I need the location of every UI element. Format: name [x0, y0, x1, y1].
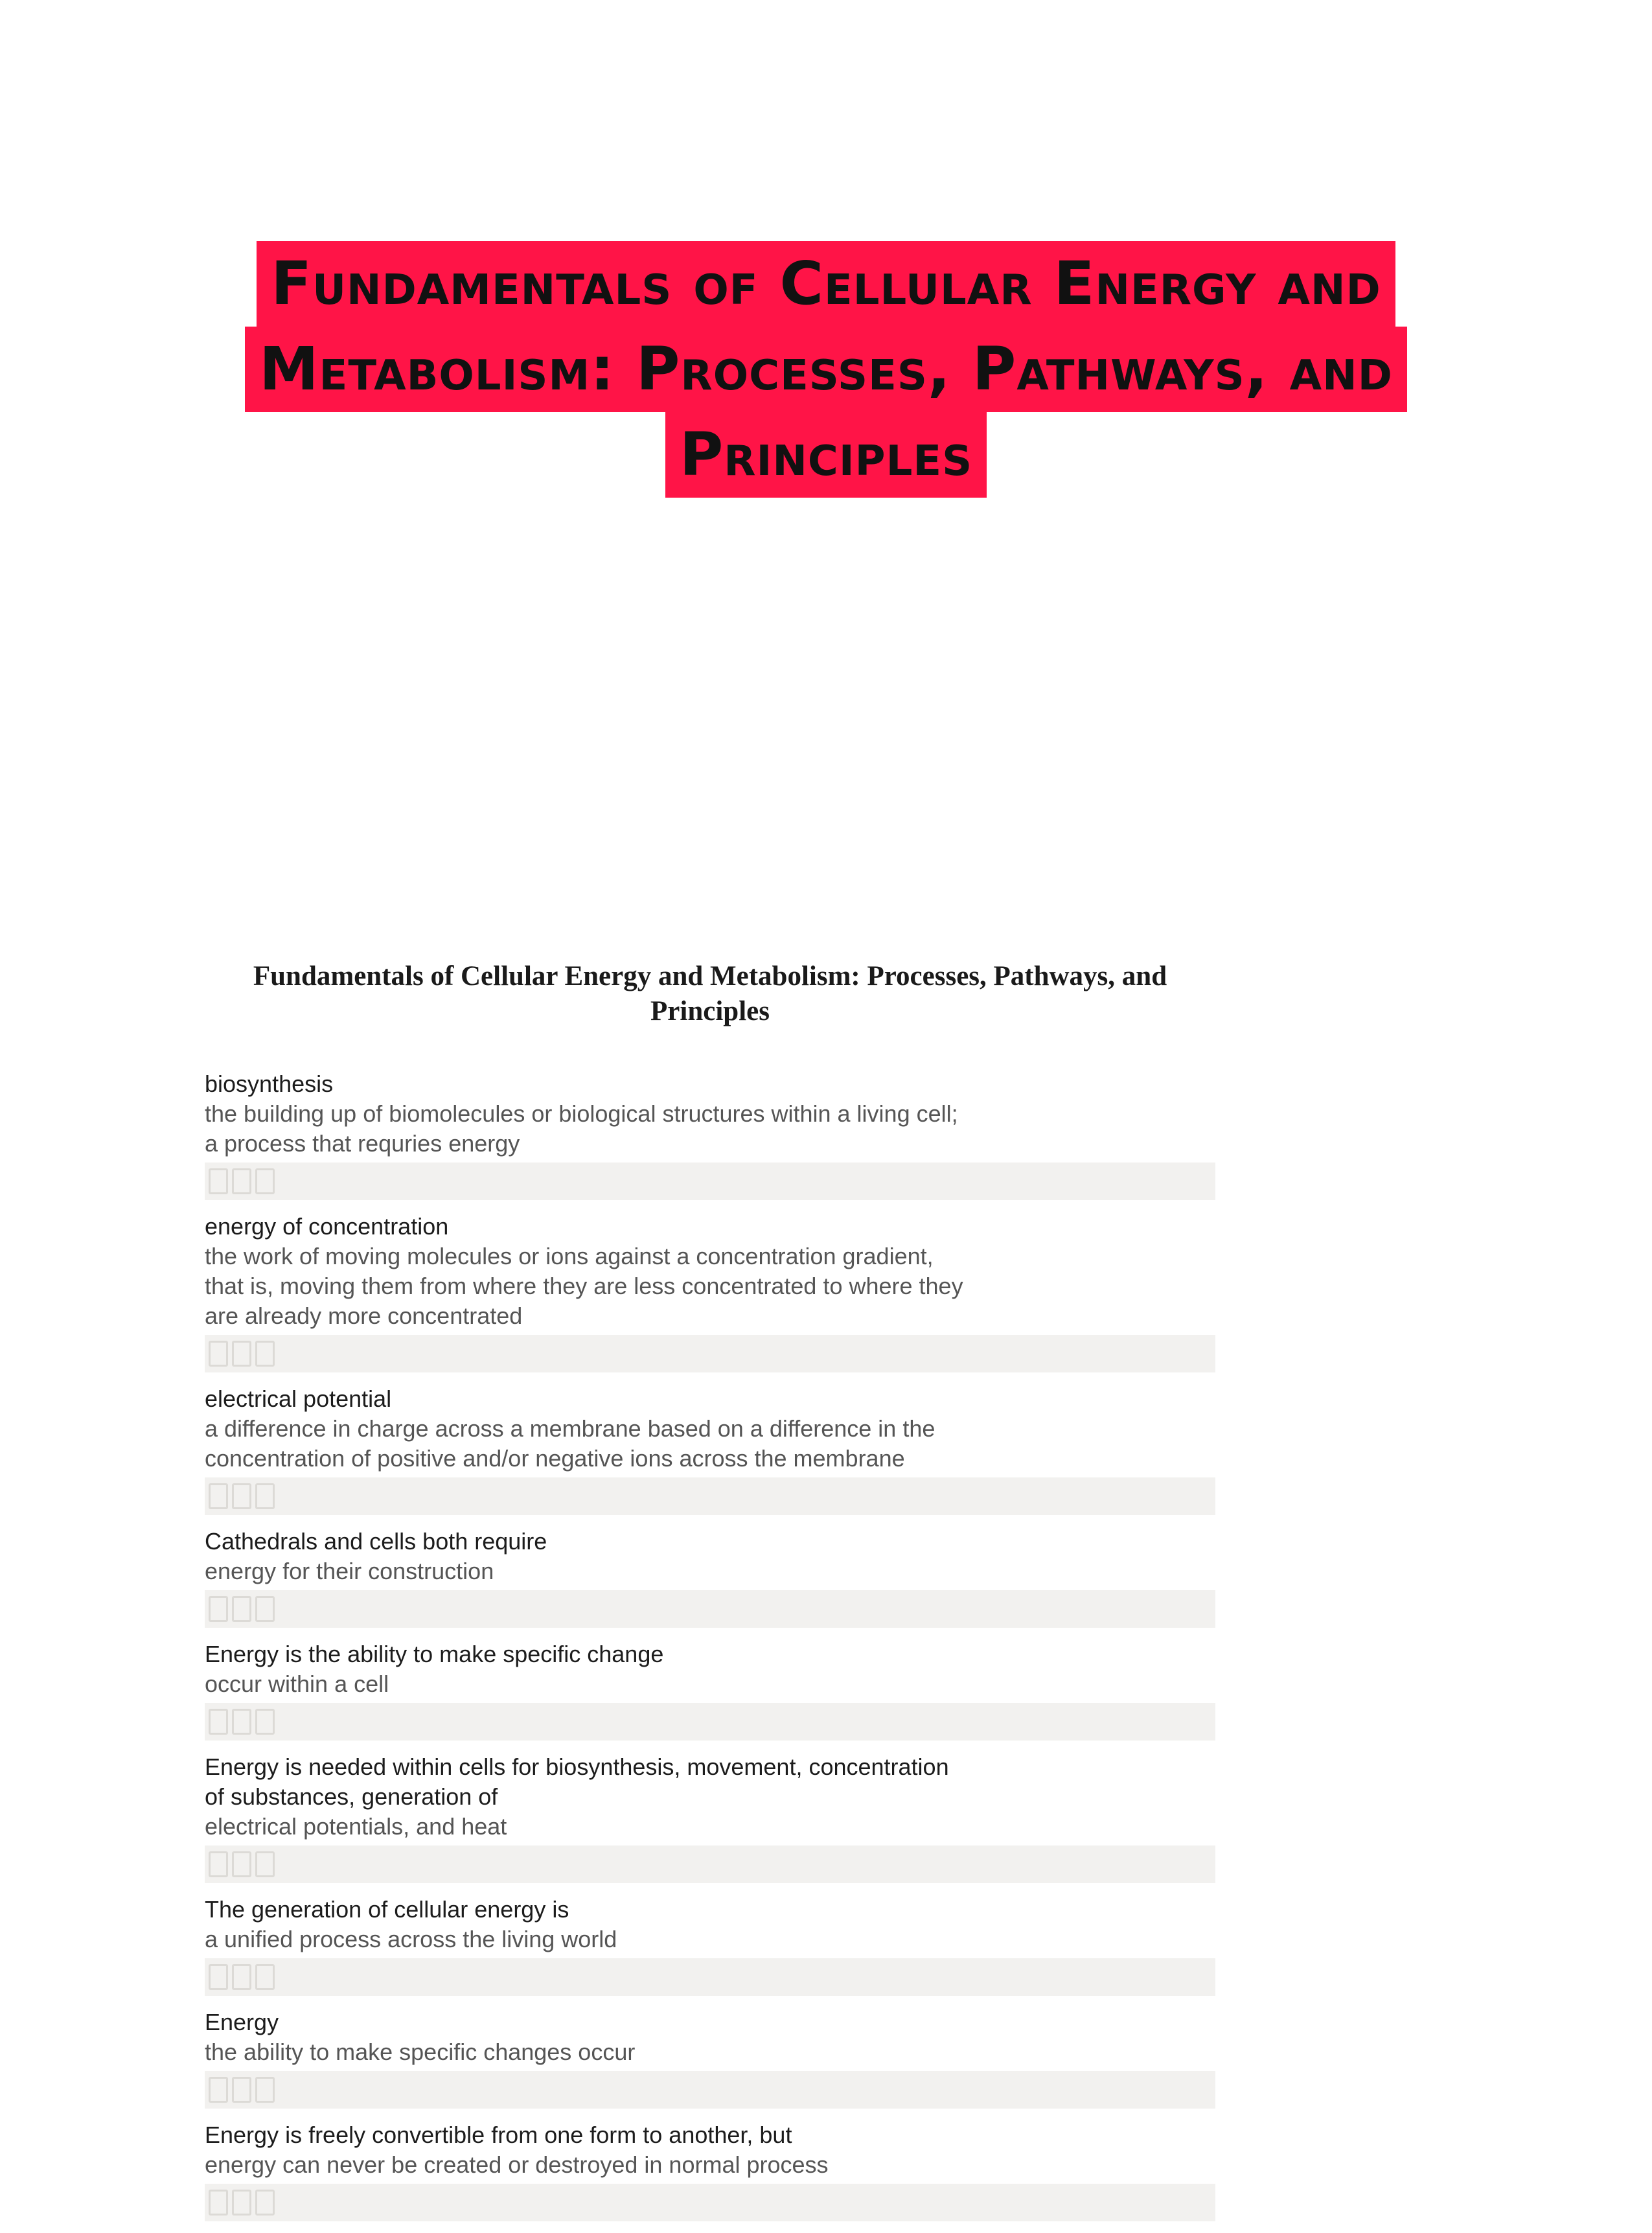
document-scan: [205, 959, 1215, 2233]
card-divider: [205, 1845, 1215, 1883]
placeholder-box-icon: [232, 1168, 251, 1194]
card-term: Energy is freely convertible from one form to another, but: [205, 2122, 792, 2148]
card-definition: the ability to make specific changes occur: [205, 2039, 636, 2065]
placeholder-box-icon: [209, 1483, 228, 1509]
placeholder-box-icon: [255, 1709, 275, 1735]
flashcard-list: [205, 1069, 1215, 2221]
placeholder-box-icon: [255, 1168, 275, 1194]
card-term: Energy is the ability to make specific change: [205, 1641, 664, 1667]
document-title: [205, 959, 1215, 1029]
card-term: The generation of cellular energy is: [205, 1896, 569, 1923]
card-divider: [205, 2184, 1215, 2221]
document-title-line-2: Principles: [650, 996, 770, 1026]
placeholder-box-icon: [209, 1709, 228, 1735]
banner-title-line-1: Fundamentals of Cellular Energy and: [257, 241, 1395, 327]
flashcard: [205, 2120, 1215, 2221]
placeholder-box-icon: [255, 2190, 275, 2216]
banner-title-line-2: Metabolism: Processes, Pathways, and: [245, 327, 1407, 412]
card-divider: [205, 1590, 1215, 1628]
placeholder-box-icon: [232, 1851, 251, 1877]
placeholder-box-icon: [255, 1341, 275, 1367]
placeholder-box-icon: [255, 1851, 275, 1877]
flashcard: [205, 1752, 1215, 1883]
banner-title-line-3: Principles: [665, 412, 987, 498]
flashcard: [205, 1384, 1215, 1515]
card-term: Cathedrals and cells both require: [205, 1528, 547, 1555]
placeholder-box-icon: [209, 1596, 228, 1622]
card-definition: the work of moving molecules or ions against a concentration gradient, that is, moving them from where they are less concentrated to where they are already more concentrated: [205, 1243, 963, 1329]
banner-title: [0, 241, 1652, 498]
placeholder-box-icon: [232, 1709, 251, 1735]
card-definition: energy for their construction: [205, 1558, 494, 1584]
card-term: Energy is needed within cells for biosynthesis, movement, concentration of substances, generation of: [205, 1753, 949, 1810]
flashcard: [205, 2007, 1215, 2109]
placeholder-box-icon: [232, 1596, 251, 1622]
placeholder-box-icon: [209, 1341, 228, 1367]
document-title-line-1: Fundamentals of Cellular Energy and Metabolism: Processes, Pathways, and: [253, 961, 1167, 991]
card-term: energy of concentration: [205, 1213, 449, 1240]
card-definition: electrical potentials, and heat: [205, 1813, 507, 1840]
placeholder-box-icon: [232, 1964, 251, 1990]
placeholder-box-icon: [255, 1596, 275, 1622]
card-divider: [205, 1477, 1215, 1515]
placeholder-box-icon: [255, 1483, 275, 1509]
card-divider: [205, 1958, 1215, 1996]
placeholder-box-icon: [255, 1964, 275, 1990]
flashcard: [205, 1069, 1215, 1200]
card-divider: [205, 1163, 1215, 1200]
placeholder-box-icon: [255, 2077, 275, 2103]
card-divider: [205, 1335, 1215, 1372]
card-term: Energy: [205, 2009, 279, 2035]
flashcard: [205, 1212, 1215, 1372]
placeholder-box-icon: [209, 1168, 228, 1194]
card-definition: a difference in charge across a membrane based on a difference in the concentration of positive and/or negative ions across the membrane: [205, 1415, 935, 1472]
placeholder-box-icon: [232, 2190, 251, 2216]
placeholder-box-icon: [232, 1483, 251, 1509]
placeholder-box-icon: [209, 1964, 228, 1990]
card-definition: energy can never be created or destroyed in normal process: [205, 2151, 829, 2178]
card-term: biosynthesis: [205, 1070, 334, 1097]
card-definition: the building up of biomolecules or biological structures within a living cell; a process that requries energy: [205, 1100, 958, 1157]
flashcard: [205, 1639, 1215, 1741]
placeholder-box-icon: [232, 2077, 251, 2103]
card-definition: a unified process across the living world: [205, 1926, 617, 1952]
placeholder-box-icon: [209, 1851, 228, 1877]
card-definition: occur within a cell: [205, 1671, 389, 1697]
card-term: electrical potential: [205, 1385, 392, 1412]
flashcard: [205, 1527, 1215, 1628]
card-divider: [205, 2071, 1215, 2109]
placeholder-box-icon: [209, 2190, 228, 2216]
card-divider: [205, 1703, 1215, 1741]
flashcard: [205, 1895, 1215, 1996]
placeholder-box-icon: [232, 1341, 251, 1367]
placeholder-box-icon: [209, 2077, 228, 2103]
